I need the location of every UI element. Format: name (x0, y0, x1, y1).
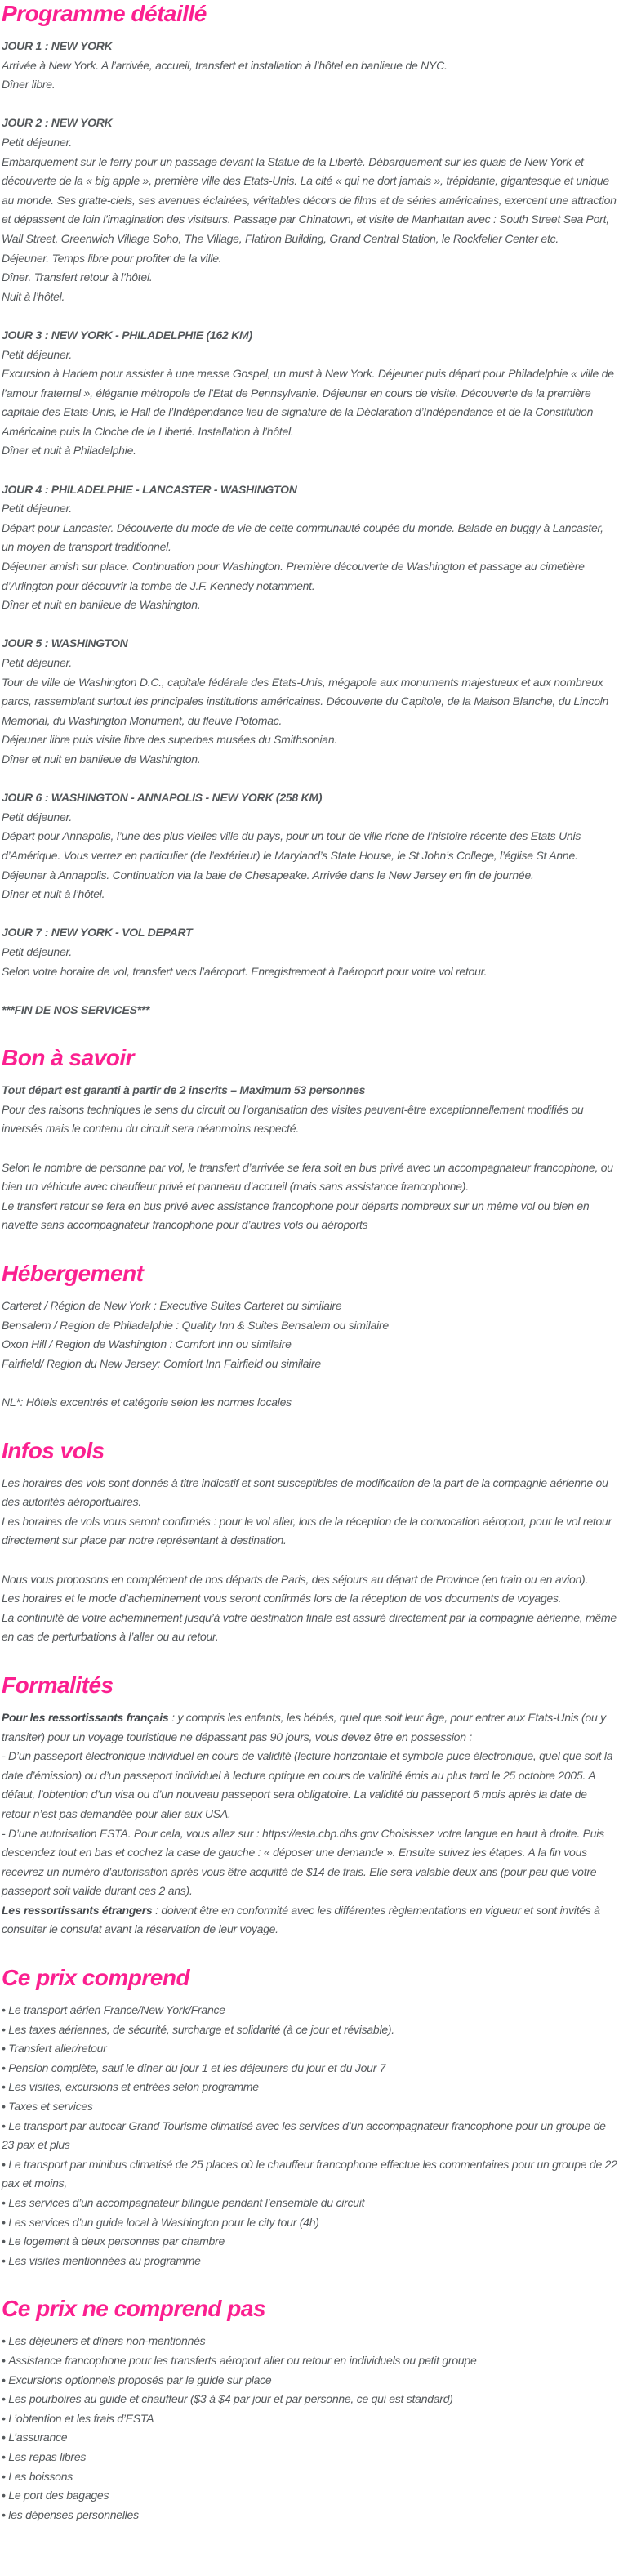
paragraph: Déjeuner à Annapolis. Continuation via la baie de Chesapeake. Arrivée dans le New Jersey en fin de journée. (2, 868, 534, 882)
spacer (2, 1373, 617, 1393)
paragraph: Excursion à Harlem pour assister à une messe Gospel, un must à New York. Déjeuner puis départ pour Philadelphie « ville de l’amour fraternel », élégante métropole de l’Etat de Pennsylvanie. Déjeuner en cours de visite. Découverte de la première capitale des Etats-Unis, le Hall de l’Indépendance lieu de signature de la Déclaration d’Indépendance et de la Constitution Américaine puis la Cloche de la Liberté. Installation à l’hôtel. (2, 367, 614, 438)
bullet-item: • Excursions optionnels proposés par le guide sur place (2, 2371, 617, 2391)
section-heading: Programme détaillé (2, 1, 207, 26)
bullet-item: • Les repas libres (2, 2448, 617, 2467)
bullet-item: • Le logement à deux personnes par chambre (2, 2232, 617, 2252)
bullet-item: • L’obtention et les frais d’ESTA (2, 2409, 617, 2429)
paragraph: Petit déjeuner. (2, 347, 73, 361)
spacer (2, 461, 617, 480)
paragraph: Dîner libre. (2, 78, 56, 92)
bullet-item: • Taxes et services (2, 2097, 617, 2117)
paragraph-text: : y compris les enfants, les bébés, quel que soit leur âge, pour entrer aux Etats-Unis (ou y transiter) pour un voyage touristique ne dépassant pas 90 jours, vous devez être en possession : (2, 1710, 606, 1743)
spacer (2, 306, 617, 326)
section-heading: Ce prix ne comprend pas (2, 2296, 266, 2322)
paragraph: - D’un passeport électronique individuel en cours de validité (lecture horizontale et symbole puce électronique, quel que soit la date d’émission) ou d’un passeport individuel à lecture optique en cours de validité émis au plus tard le 25 octobre 2005. A défaut, l’obtention d’un visa ou d’un nouveau passeport sera obligatoire. La validité du passeport 6 mois après la date de retour n’est pas demandée pour aller aux USA. (2, 1749, 613, 1820)
bold-text-line: ***FIN DE NOS SERVICES*** (2, 1002, 150, 1016)
paragraph: Bensalem / Region de Philadelphie : Quality Inn & Suites Bensalem ou similaire (2, 1318, 389, 1332)
paragraph: Selon le nombre de personne par vol, le transfert d’arrivée se fera soit en bus privé avec un accompagnateur francophone, ou bien un véhicule avec chauffeur privé et panneau d’accueil (mais sans assistance francophone). (2, 1160, 613, 1194)
paragraph: Nous vous proposons en complément de nos départs de Paris, des séjours au départ de Province (en train ou en avion). (2, 1572, 589, 1586)
bullet-item: • Pension complète, sauf le dîner du jour 1 et les déjeuners du jour et du Jour 7 (2, 2059, 617, 2078)
paragraph-lead: Les ressortissants étrangers (2, 1903, 153, 1917)
paragraph: La continuité de votre acheminement jusqu’à votre destination finale est assuré directement par la compagnie aérienne, même en cas de perturbations à l’aller ou au retour. (2, 1610, 617, 1644)
paragraph: Dîner. Transfert retour à l’hôtel. (2, 270, 153, 284)
paragraph: Nuit à l’hôtel. (2, 289, 65, 303)
paragraph: Départ pour Lancaster. Découverte du mode de vie de cette communauté coupée du monde. Balade en buggy à Lancaster, un moyen de transport traditionnel. (2, 520, 603, 554)
bullet-item: • Le transport par autocar Grand Tourisme climatisé avec les services d’un accompagnateur francophone pour un groupe de 23 pax et plus (2, 2117, 617, 2155)
paragraph: Dîner et nuit en banlieue de Washington. (2, 598, 201, 612)
spacer (2, 95, 617, 114)
bullet-item: • Le transport par minibus climatisé de 25 places où le chauffeur francophone effectue les commentaires pour un groupe de 22 pax et moins, (2, 2155, 617, 2194)
paragraph: Les horaires de vols vous seront confirmés : pour le vol aller, lors de la réception de la convocation aéroport, pour le vol retour directement sur place par notre représentant à destination. (2, 1514, 612, 1547)
paragraph: Pour des raisons techniques le sens du circuit ou l’organisation des visites peuvent-être exceptionnellement modifiés ou inversés mais le contenu du circuit sera néanmoins respecté. (2, 1102, 584, 1136)
bullet-item: • Le transport aérien France/New York/France (2, 2001, 617, 2020)
bullet-item: • Les visites, excursions et entrées selon programme (2, 2078, 617, 2097)
day-title: JOUR 6 : WASHINGTON - ANNAPOLIS - NEW YORK (258 KM) (2, 791, 323, 805)
paragraph: Départ pour Annapolis, l’une des plus vielles ville du pays, pour un tour de ville riche de l’histoire récente des Etats Unis d’Amérique. Vous verrez en particulier (de l’extérieur) le Maryland’s State House, le St John’s College, l’église St Anne. (2, 829, 581, 862)
paragraph: Fairfield/ Region du New Jersey: Comfort Inn Fairfield ou similaire (2, 1356, 321, 1370)
paragraph: Dîner et nuit à l’hôtel. (2, 887, 105, 901)
spacer (2, 981, 617, 1001)
paragraph: Petit déjeuner. (2, 944, 73, 958)
paragraph: Arrivée à New York. A l’arrivée, accueil, transfert et installation à l’hôtel en banlieue de NYC. (2, 58, 448, 72)
section-heading: Infos vols (2, 1437, 105, 1463)
paragraph: Tour de ville de Washington D.C., capitale fédérale des Etats-Unis, mégapole aux monuments majestueux et aux nombreux parcs, rassemblant surtout les principales institutions américaines. Découverte du Capitole, de la Maison Blanche, du Lincoln Memorial, du Washington Monument, du fleuve Potomac. (2, 675, 609, 727)
bullet-item: • Le port des bagages (2, 2486, 617, 2506)
bullet-item: • Les services d’un accompagnateur bilingue pendant l’ensemble du circuit (2, 2194, 617, 2213)
day-title: JOUR 7 : NEW YORK - VOL DEPART (2, 926, 193, 940)
day-title: JOUR 1 : NEW YORK (2, 39, 113, 52)
section-heading: Hébergement (2, 1261, 144, 1287)
paragraph: Déjeuner libre puis visite libre des superbes musées du Smithsonian. (2, 733, 337, 747)
paragraph: Petit déjeuner. (2, 135, 73, 149)
paragraph: Petit déjeuner. (2, 656, 73, 669)
paragraph: Les horaires et le mode d’acheminement vous seront confirmés lors de la réception de vos documents de voyages. (2, 1592, 562, 1605)
bullet-item: • Les boissons (2, 2467, 617, 2487)
paragraph: Déjeuner. Temps libre pour profiter de la ville. (2, 251, 222, 265)
spacer (2, 770, 617, 789)
spacer (2, 615, 617, 635)
day-title: JOUR 4 : PHILADELPHIE - LANCASTER - WASHINGTON (2, 482, 297, 496)
paragraph (2, 1901, 617, 1940)
bullet-item: • Les taxes aériennes, de sécurité, surcharge et solidarité (à ce jour et révisable). (2, 2020, 617, 2040)
paragraph-text: : doivent être en conformité avec les différentes règlementations en vigueur et sont invités à consulter le consulat avant la réservation de leur voyage. (2, 1903, 600, 1936)
spacer (2, 904, 617, 924)
paragraph (2, 1708, 617, 1747)
paragraph: NL*: Hôtels excentrés et catégorie selon les normes locales (2, 1395, 292, 1409)
bullet-item: • Les pourboires au guide et chauffeur ($3 à $4 par jour et par personne, ce qui est standard) (2, 2390, 617, 2409)
paragraph: Le transfert retour se fera en bus privé avec assistance francophone pour départs nombreux sur un même vol ou bien en navette sans accompagnateur francophone pour d’autres vols ou aéroports (2, 1199, 590, 1232)
spacer (2, 1139, 617, 1159)
bold-text-line: Tout départ est garanti à partir de 2 inscrits – Maximum 53 personnes (2, 1083, 366, 1097)
bullet-item: • Les visites mentionnées au programme (2, 2252, 617, 2271)
paragraph: Dîner et nuit à Philadelphie. (2, 444, 136, 458)
paragraph: Oxon Hill / Region de Washington : Comfort Inn ou similaire (2, 1337, 292, 1351)
section-heading: Formalités (2, 1672, 114, 1698)
section-heading: Bon à savoir (2, 1045, 135, 1071)
paragraph: Carteret / Région de New York : Executive Suites Carteret ou similaire (2, 1299, 342, 1313)
paragraph: Dîner et nuit en banlieue de Washington. (2, 752, 201, 766)
paragraph: Les horaires des vols sont donnés à titre indicatif et sont susceptibles de modification de la part de la compagnie aérienne ou des autorités aéroportuaires. (2, 1476, 608, 1509)
day-title: JOUR 3 : NEW YORK - PHILADELPHIE (162 KM) (2, 328, 252, 342)
day-title: JOUR 5 : WASHINGTON (2, 636, 128, 650)
bullet-item: • les dépenses personnelles (2, 2506, 617, 2525)
paragraph-lead: Pour les ressortissants français (2, 1710, 169, 1724)
paragraph: Petit déjeuner. (2, 502, 73, 516)
bullet-item: • Les déjeuners et dîners non-mentionnés (2, 2332, 617, 2351)
bullet-item: • Assistance francophone pour les transferts aéroport aller ou retour en individuels ou petit groupe (2, 2351, 617, 2371)
paragraph: Selon votre horaire de vol, transfert vers l’aéroport. Enregistrement à l’aéroport pour votre vol retour. (2, 964, 488, 978)
paragraph: Déjeuner amish sur place. Continuation pour Washington. Première découverte de Washington et passage au cimetière d’Arlington pour découvrir la tombe de J.F. Kennedy notamment. (2, 560, 585, 592)
bullet-item: • Transfert aller/retour (2, 2039, 617, 2059)
spacer (2, 1551, 617, 1570)
section-heading: Ce prix comprend (2, 1965, 190, 1991)
paragraph: Embarquement sur le ferry pour un passage devant la Statue de la Liberté. Débarquement sur les quais de New York et découverte de la « big apple », première ville des Etats-Unis. La cité « qui ne dort jamais », trépidante, gigantesque et unique au monde. Ses gratte-ciels, ses avenues éclairées, véritables décors de films et de séries américaines, exercent une attraction et dépassent de loin l’imagination des visiteurs. Passage par Chinatown, et visite de Manhattan avec : South Street Sea Port, Wall Street, Greenwich Village Soho, The Village, Flatiron Building, Grand Central Station, le Rockfeller Center etc. (2, 154, 617, 245)
paragraph: Petit déjeuner. (2, 810, 73, 824)
bullet-item: • L’assurance (2, 2428, 617, 2448)
paragraph: - D’une autorisation ESTA. Pour cela, vous allez sur : https://esta.cbp.dhs.gov Choisissez votre langue en haut à droite. Puis descendez tout en bas et cochez la case de gauche : « déposer une demande ». Ensuite suivez les étapes. A la fin vous recevrez un numéro d’autorisation après vous être acquitté de $14 de frais. Elle sera valable deux ans (pour peu que votre passeport soit valide durant ces 2 ans). (2, 1826, 604, 1898)
day-title: JOUR 2 : NEW YORK (2, 116, 113, 130)
bullet-item: • Les services d’un guide local à Washington pour le city tour (4h) (2, 2213, 617, 2233)
